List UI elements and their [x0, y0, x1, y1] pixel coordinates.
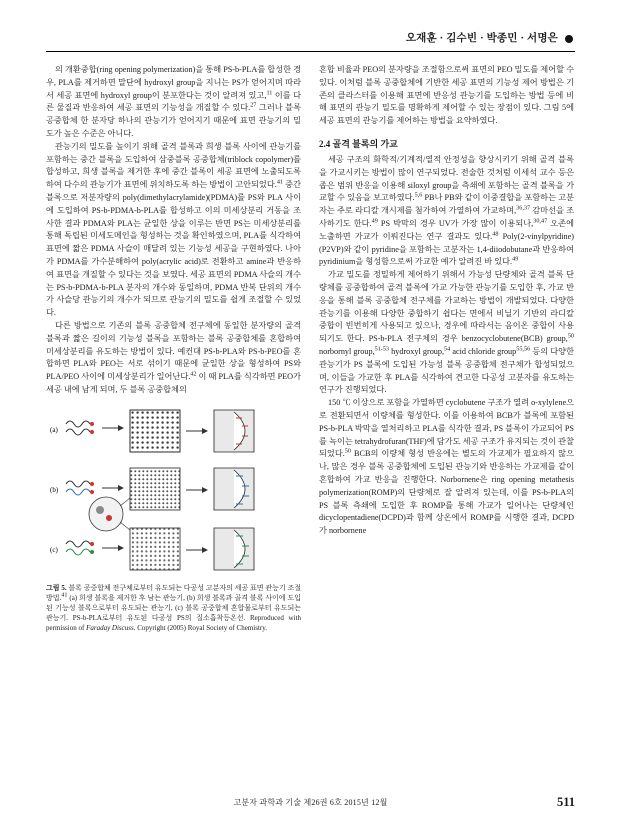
page-footer — [46, 797, 575, 808]
figure-caption — [46, 583, 301, 634]
two-column-body — [46, 64, 575, 770]
section-heading: 2.4 골격 블록의 가교 — [319, 138, 398, 149]
figure-caption-label: 그림 5. — [46, 583, 67, 592]
journal-info: 고분자 과학과 기술 제26권 6호 2015년 12월 — [233, 798, 388, 807]
paragraph: 가교 밀도를 정밀하게 제어하기 위해서 가능성 단량체와 골격 블록 단량체를 공중합하여 골격 블록에 가교 가능한 관능기를 도입한 후, 가교 반응을 통해 블록 공중합체 전구체를 가교하는 방법이 개발되었다. 다양한 관능기를 이용해 다양한 중합하기 쉽다는 면에서 비닐기 기반의 라디칼 중합이 빈번히게 사용되고 있으나, 경우에 따라서는 음이온 중합이 사용되기도 한다. PS-b-PLA 전구체의 경우 benzocyclobutene(BCB) group,$^{50}$ norbornyl group,$^{51-53}$ hydroxyl group,$^{54}$ acid chloride group$^{55,56}$ 등의 다양한 관능기가 PS 블록에 도입된 가능성 블록 공중합체 전구체가 합성되었으며, 이들을 가교한 후 PLA를 식각하여 견고한 다공성 고분자를 유도하는 연구가 진행되었다. — [319, 270, 574, 395]
page-header — [46, 30, 575, 51]
paragraph: 세공 구조의 화학적/기계적/열적 안정성을 향상시키기 위해 골격 블록을 가교시키는 방법이 많이 연구되었다. 전술한 것처럼 이세석 교수 등은 좁은 범위 반응을 이용해 siloxyl group을 측쇄에 포함하는 골격 블록을 가교할 수 있음을 보고하였다.$^{5,6}$ PB나 PB와 같이 이중결합을 포함하는 고분자는 주로 라디칼 개시제를 첨가하여 가열하여 가교하며,$^{36,37}$ 감마선을 조사하기도 한다.$^{49}$ PS 박막의 경우 UV가 가장 많이 이용되나,$^{30,47}$ 오존에 노출하면 가교가 이뤄진다는 연구 결과도 있다.$^{48}$ Poly(2-vinylpyridine)(P2VP)와 같이 pyridine을 포함하는 고분자는 1,4-diiodobutane과 반응하여 pyridinium을 형성함으로써 가교한 예가 알려진 바 있다.$^{49}$ — [319, 155, 575, 267]
paragraph: 혼합 비율과 PEO의 분자량을 조절함으로써 표면의 PEO 밀도를 제어할 수 있다. 이처럼 블록 공중합체에 기반한 세공 표면의 기능성 제어 방법은 기존의 클라스터를 이용해 표면에 반응성 관능기를 도입하는 방법 등에 비해 표면의 관능기 밀도를 명확하게 제어할 수 있는 장점이 있다. 그림 5에 세공 표면의 관능기를 제어하는 방법을 요약하였다. — [319, 65, 574, 126]
right-column — [319, 64, 574, 770]
figure-5 — [46, 406, 301, 634]
figure-caption-tail: Copyright (2005) Royal Society of Chemistry. — [135, 624, 268, 633]
figure-caption-source: Faraday Discuss. — [86, 624, 136, 633]
left-column — [46, 64, 301, 770]
figure-caption-text: 블록 공중합체 전구체로부터 유도되는 다공성 고분자의 세공 표면 관능기 조절 방법.$^{41}$ (a) 희생 블록을 제거한 후 남는 관능기, (b) 희생 블록과 골격 블록 사이에 도입된 기능성 블록으로부터 유도되는 관능기, (c) 블록 공중합체 혼합물로부터 유도되는 관능기. PS-b-PLA로부터 유도된 다공성 PS의 질소흡착등온선. Reproduced with permission of — [46, 583, 301, 633]
figure-image — [46, 406, 301, 578]
svg-text:(a): (a) — [50, 425, 58, 434]
paragraph: 150 ℃ 이상으로 포함을 가열하면 cyclobutene 구조가 열려 o-xylylene으로 전환되면서 이량체를 형성한다. 이를 이용하여 BCB가 블록에 포함된 PS-b-PLA 박막을 열처리하고 PLA를 식각한 결과, PS 블록이 가교되어 PS를 녹이는 tetrahydrofuran(THF)에 담가도 세공 구조가 유지되는 것이 관찰되었다.$^{50}$ BCB의 이량체 형성 반응에는 별도의 가교제가 필요하지 않으나, 많은 경우 블록 공중합체에 도입된 관능기와 반응하는 가교제를 같이 혼합하여 가교 반응을 진행한다. Norbornene은 ring opening metathesis polymerization(ROMP)의 단량체로 잘 알려져 있는데, 이를 PS-b-PLA의 PS 블록 측쇄에 도입한 후 ROMP를 통해 가교가 일어나는 단량체인 dicyclopentadiene(DCPD)과 함께 상온에서 ROMP를 시행한 결과, DCPD가 norbornene — [319, 398, 574, 536]
corresponding-author-icon — [565, 35, 573, 43]
paragraph: 의 개환중합(ring opening polymerization)을 통해 PS-b-PLA를 합성한 경우, PLA를 제거하면 말단에 hydroxyl group을 지니는 PS가 얻어지며 따라서 세공 표면에 hydroxyl group이 분포한다는 것이 알려져 있고,$^{11}$ 이를 다른 물질과 반응하여 세공 표면의 기능성을 개질할 수 있다.$^{27}$ 그러나 블록 공중합체 한 분자당 하나의 관능기가 얻어지기 때문에 표면 관능기의 밀도가 높은 수준은 아니다. — [46, 65, 301, 138]
page-number: 511 — [556, 795, 575, 809]
paragraph: 관능기의 밀도를 높이기 위해 골격 블록과 희생 블록 사이에 관능기를 포함하는 중간 블록을 도입하여 삼중블록 공중합체(triblock copolymer)를 합성하고, 희생 블록을 제거한 후에 중간 블록이 세공 표면에 노출되도록 하여 다수의 관능기가 표면에 위치하도록 하는 방법이 고안되었다.$^{41}$ 중간 블록으로 저분자량의 poly(dimethylacrylamide)(PDMA)를 PS와 PLA 사이에 도입하여 PS-b-PDMA-b-PLA를 합성하고 이의 미세상분리 거동을 조사한 결과 PDMA와 PLA는 균일한 상을 이루는 반면 PS는 미세상분리를 통해 독립된 미세도메인을 형성하는 것을 확인하였으며, PLA를 식각하여 표면에 짧은 PDMA 사슬이 매달려 있는 기능성 세공을 구현하였다. 나아가 PDMA를 가수분해하여 poly(acrylic acid)로 전환하고 amine과 반응하여 표면을 개질할 수 있다는 것을 보였다. 세공 표면의 PDMA 사슬의 개수는 PS-b-PDMA-b-PLA 분자의 개수와 동일하며, PDMA 반복 단위의 개수가 사슬당 관능기의 개수가 되므로 관능기의 밀도를 쉽게 조절할 수 있었다. — [46, 141, 301, 318]
paragraph: 다른 방법으로 기존의 블록 공중합체 전구체에 동일한 분자량의 골격 블록과 짧은 길이의 기능성 블록을 포함하는 블록 공중합체를 혼합하여 미세상분리를 유도하는 방법이 있다. 예컨대 PS-b-PLA와 PS-b-PEO를 혼합하면 PLA와 PEO는 서로 섞이기 때문에 균일한 상을 형성하여 PS와 PLA/PEO 사이에 미세상분리가 일어난다.$^{42}$ 이 때 PLA를 식각하면 PEO가 세공 내에 남게 되며, 두 블록 공중합체의 — [46, 320, 301, 394]
svg-text:(c): (c) — [50, 545, 58, 554]
svg-text:(b): (b) — [50, 485, 59, 494]
author-list: 오재훈 · 김수빈 · 박종민 · 서명은 — [405, 33, 558, 44]
figure-diagram — [46, 406, 301, 578]
header-divider — [46, 51, 575, 52]
